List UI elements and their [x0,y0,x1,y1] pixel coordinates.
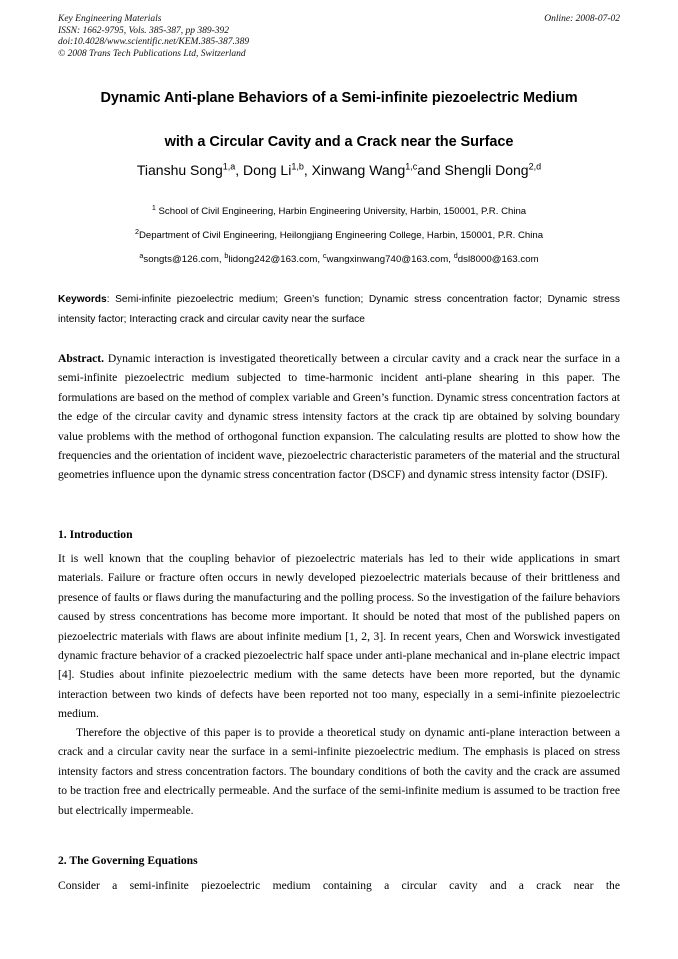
section-1-paragraph-1: It is well known that the coupling behavior of piezoelectric materials has led to their wide applications in smart materials. Failure or fracture often occurs in newly developed piezoelectric materials because of their brittleness and presence of faults or flaws during the manufacturing and the polling process. So the investigation of the failure behaviors caused by stress concentrations has become more important. It should be noted that most of the published papers on piezoelectric materials with flaws are about infinite medium [1, 2, 3]. In recent years, Chen and Worswick investigated dynamic fracture behavior of a cracked piezoelectric half space under anti-plane mechanical and in-plane electric impact [4]. Studies about infinite piezoelectric medium with the same detects have been more reported, but the dynamic interaction between two kinds of defects have been reported not too many, especially in a semi-infinite piezoelectric medium. [58,552,620,721]
email-marker-3: c [322,250,327,260]
email-address-2[interactable]: lidong242@163.com, [228,254,323,265]
journal-title: Key Engineering Materials [58,14,162,24]
affiliation-block [48,200,630,272]
author-sup-3: 1,c [405,161,418,172]
title-line-1: Dynamic Anti-plane Behaviors of a Semi-infinite piezoelectric Medium [100,90,578,106]
affiliation-marker-2: 2 [134,226,139,236]
paper-title [58,88,620,152]
publication-header [58,14,620,60]
author-sup-2: 1,b [291,161,304,172]
section-1-heading: 1. Introduction [58,528,133,541]
email-address-4[interactable]: dsl8000@163.com [457,254,539,265]
author-conjunction: and [417,162,445,178]
journal-title-row [58,14,620,26]
email-address-1[interactable]: songts@126.com, [143,254,225,265]
author-sup-4: 2,d [528,161,542,172]
email-marker-2: b [224,250,229,260]
issn-line: ISSN: 1662-9795, Vols. 385-387, pp 389-392 [58,25,229,36]
online-date: Online: 2008-07-02 [544,14,620,24]
author-list [58,160,620,180]
email-marker-4: d [453,250,458,260]
doi-line: doi:10.4028/www.scientific.net/KEM.385-387.389 [58,37,250,48]
copyright-line: © 2008 Trans Tech Publications Ltd, Switzerland [58,48,246,59]
section-2-paragraph-1: Consider a semi-infinite piezoelectric medium containing a circular cavity and a crack near the [58,879,620,892]
author-emails [48,248,630,272]
affiliation-1-text: School of Civil Engineering, Harbin Engineering University, Harbin, 150001, P.R. China [158,206,527,217]
abstract-text: Dynamic interaction is investigated theoretically between a circular cavity and a crack near the surface in a semi-infinite piezoelectric medium subjected to time-harmonic incident anti-plane shearing in this paper. The formulations are based on the method of complex variable and Green’s function. Dynamic stress concentration factors at the edge of the circular cavity and dynamic stress intensity factors at the crack tip are obtained by solving boundary value problems with the method of orthogonal function expansion. The calculating results are plotted to show how the frequencies and the orientation of incident wave, piezoelectric characteristic parameters of the material and the structural geometries influence upon the dynamic stress concentration factor (DSCF) and dynamic stress intensity factor (DSIF). [58,352,620,482]
abstract-label: Abstract. [58,352,105,365]
author-separator-2: , [303,162,312,178]
author-separator-1: , [235,162,244,178]
author-name-1: Tianshu Song [136,162,223,178]
author-name-3: Xinwang Wang [311,162,406,178]
email-address-3[interactable]: wangxinwang740@163.com, [326,254,454,265]
affiliation-1 [48,200,630,224]
author-name-2: Dong Li [243,162,292,178]
affiliation-2-text: Department of Civil Engineering, Heilongjiang Engineering College, Harbin, 150001, P.R. China [138,230,544,241]
section-1-paragraph-2: Therefore the objective of this paper is to provide a theoretical study on dynamic anti-plane interaction between a crack and a circular cavity near the surface in a semi-infinite piezoelectric medium. The emphasis is placed on stress intensity factors and stress concentration factors. The boundary conditions of both the cavity and the crack are assumed to be traction free and electrically permeable. And the surface of the semi-infinite medium is assumed to be traction free but electrically impermeable. [58,726,620,817]
affiliation-2 [48,224,630,248]
keywords-label: Keywords [58,294,107,305]
section-2-heading: 2. The Governing Equations [58,854,198,867]
affiliation-marker-1: 1 [151,202,156,212]
abstract-section [58,349,620,485]
keywords-section [58,290,620,329]
author-sup-1: 1,a [222,161,236,172]
keywords-text: : Semi-infinite piezoelectric medium; Green’s function; Dynamic stress concentration factor; Dynamic stress intensity factor; Interacting crack and circular cavity near the surface [58,294,620,325]
email-marker-1: a [139,250,144,260]
title-line-2: with a Circular Cavity and a Crack near the Surface [164,134,514,150]
author-name-4: Shengli Dong [444,162,529,178]
